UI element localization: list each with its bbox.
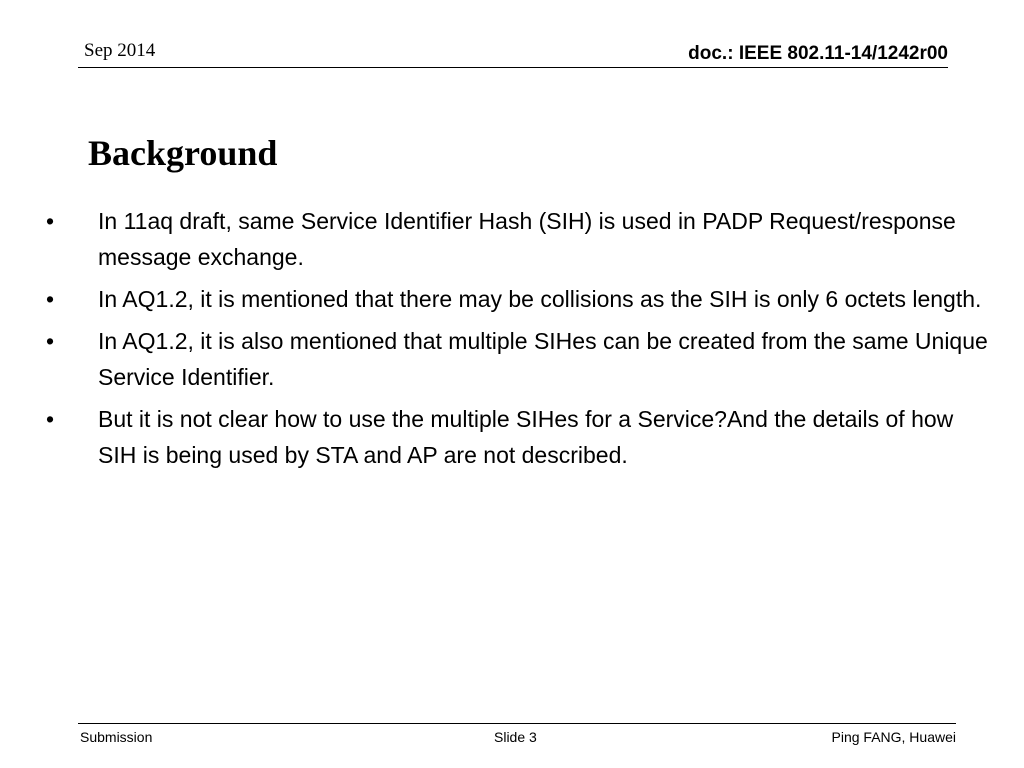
bullet-list	[46, 203, 996, 479]
bullet-item	[46, 323, 996, 395]
bullet-icon: •	[46, 406, 55, 432]
header-divider	[78, 67, 948, 68]
bullet-item	[46, 203, 996, 275]
bullet-icon: •	[46, 208, 55, 234]
footer-author: Ping FANG, Huawei	[831, 729, 956, 745]
footer-submission: Submission	[80, 729, 153, 745]
bullet-text: In AQ1.2, it is also mentioned that multiple SIHes can be created from the same Unique Service Identifier.	[98, 328, 988, 390]
footer-divider	[78, 723, 956, 724]
bullet-icon: •	[46, 286, 55, 312]
bullet-icon: •	[46, 328, 55, 354]
bullet-text: But it is not clear how to use the multiple SIHes for a Service?And the details of how SIH is being used by STA and AP are not described.	[98, 406, 954, 468]
bullet-item	[46, 401, 996, 473]
bullet-text: In 11aq draft, same Service Identifier Hash (SIH) is used in PADP Request/response message exchange.	[98, 208, 956, 270]
footer-slide-number: Slide 3	[494, 729, 537, 745]
header-date: Sep 2014	[84, 40, 156, 61]
document-id: doc.: IEEE 802.11-14/1242r00	[688, 43, 948, 64]
bullet-item	[46, 281, 996, 317]
slide-title: Background	[88, 133, 278, 173]
bullet-text: In AQ1.2, it is mentioned that there may be collisions as the SIH is only 6 octets length.	[98, 286, 982, 312]
